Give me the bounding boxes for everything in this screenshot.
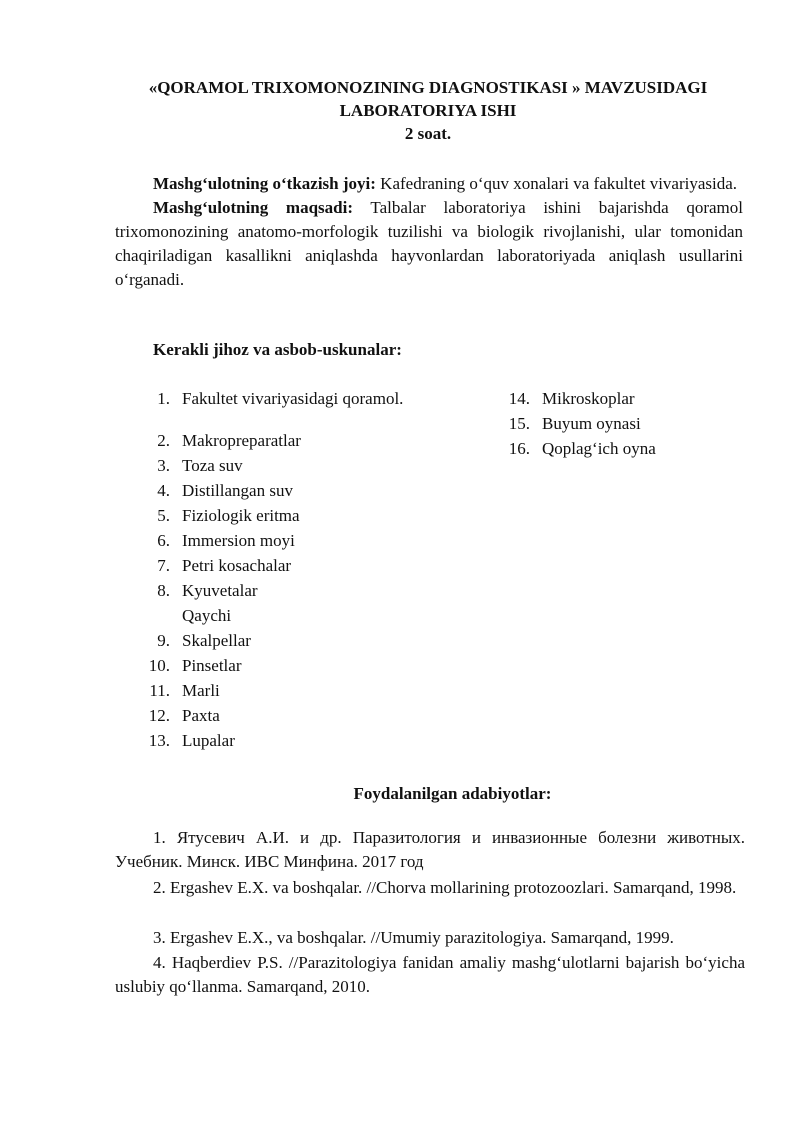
- list-item: 5. Fiziologik eritma: [157, 506, 300, 525]
- list-item: 7. Petri kosachalar: [157, 556, 292, 575]
- title-line-2: LABORATORIYA ISHI: [339, 101, 517, 120]
- list-item: 8. Kyuvetalar: [157, 581, 258, 600]
- document-title: [110, 76, 746, 145]
- equipment-list-left: [140, 386, 440, 753]
- location-paragraph: [115, 172, 743, 196]
- reference-item: 2. Ergashev E.X. va boshqalar. //Chorva mollarining protozoozlari. Samarqand, 1998.: [153, 878, 737, 897]
- list-item: 10. Pinsetlar: [148, 656, 242, 675]
- literature-heading: Foydalanilgan adabiyotlar:: [353, 784, 552, 803]
- title-duration: 2 soat.: [404, 124, 452, 143]
- title-line-1: «QORAMOL TRIXOMONOZINING DIAGNOSTIKASI » MAVZUSIDAGI: [148, 78, 708, 97]
- list-item: 12. Paxta: [148, 706, 220, 725]
- list-item: 2. Makropreparatlar: [157, 431, 301, 450]
- location-text: Kafedraning o‘quv xonalari va fakultet vivariyasida.: [375, 174, 738, 193]
- list-item: 1. Fakultet vivariyasidagi qoramol.: [157, 389, 404, 408]
- location-label: Mashg‘ulotning o‘tkazish joyi:: [153, 174, 376, 193]
- list-item: Qaychi: [182, 606, 232, 625]
- reference-item: 3. Ergashev E.X., va boshqalar. //Umumiy parazitologiya. Samarqand, 1999.: [153, 928, 674, 947]
- goal-text: Talbalar laboratoriya ishini bajarishda qoramol trixomonozining anatomo-morfologik tuzilishi va biologik rivojlanishi, ular tomonidan chaqiriladigan kasallikni aniqlashda hayvonlardan laboratoriyada aniqlash usullarini o‘rganadi.: [115, 198, 743, 289]
- list-item: 11. Marli: [149, 681, 220, 700]
- list-item: 9. Skalpellar: [157, 631, 251, 650]
- list-item: 13. Lupalar: [148, 731, 235, 750]
- goal-label: Mashg‘ulotning maqsadi:: [153, 198, 354, 217]
- list-item: 15. Buyum oynasi: [508, 414, 641, 433]
- reference-item: 1. Ятусевич А.И. и др. Паразитология и инвазионные болезни животных. Учебник. Минск. ИВС Минфина. 2017 год: [115, 828, 745, 871]
- equipment-list-right: [500, 386, 760, 461]
- list-item: 16. Qoplag‘ich oyna: [508, 439, 656, 458]
- list-item: 14. Mikroskoplar: [508, 389, 635, 408]
- goal-paragraph: [115, 196, 743, 292]
- list-item: 4. Distillangan suv: [157, 481, 293, 500]
- equipment-heading: Kerakli jihoz va asbob-uskunalar:: [153, 340, 402, 359]
- list-item: 6. Immersion moyi: [157, 531, 295, 550]
- reference-item: 4. Haqberdiev P.S. //Parazitologiya fanidan amaliy mashg‘ulotlarni bajarish bo‘yicha uslubiy qo‘llanma. Samarqand, 2010.: [115, 953, 745, 996]
- list-item: 3. Toza suv: [157, 456, 243, 475]
